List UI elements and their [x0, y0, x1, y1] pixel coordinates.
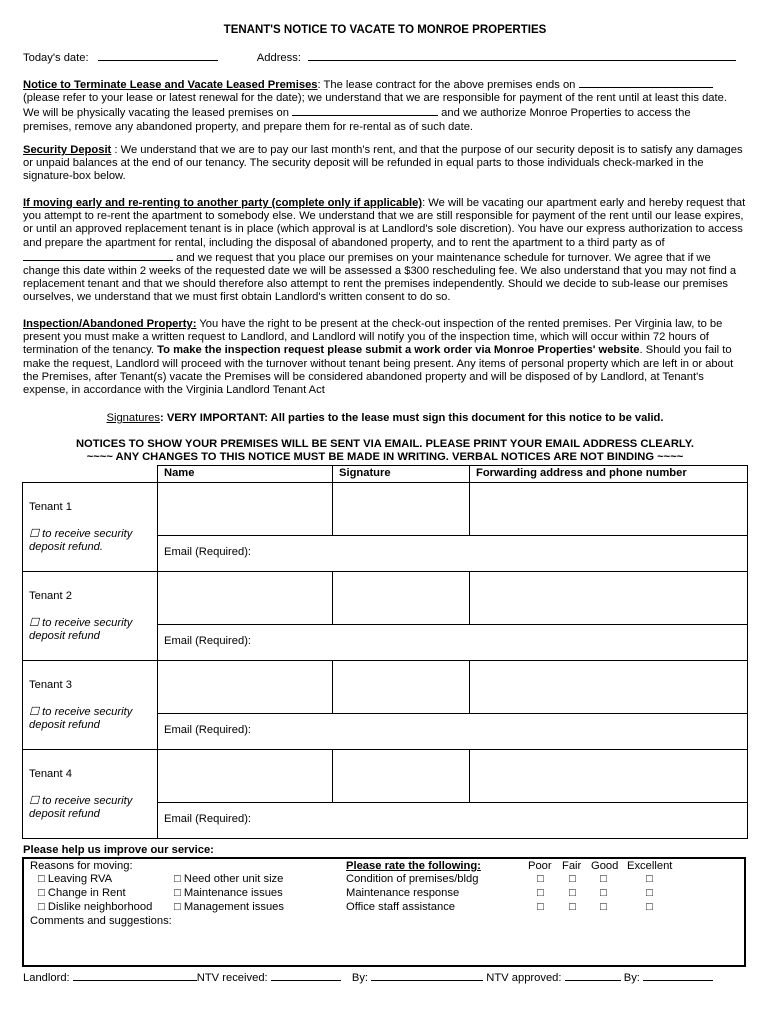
tenant-label: Tenant 2 [29, 590, 72, 602]
rate-checkbox[interactable]: □ [646, 887, 653, 899]
notices-line-1: NOTICES TO SHOW YOUR PREMISES WILL BE SENT VIA EMAIL. PLEASE PRINT YOUR EMAIL ADDRESS CLEARLY. [75, 438, 695, 450]
early-heading: If moving early and re-renting to another party (complete only if applicable) [23, 197, 423, 209]
rate-label: Please rate the following: [346, 860, 481, 872]
table-row [23, 483, 748, 536]
signature-field[interactable] [333, 750, 470, 803]
signature-field[interactable] [333, 572, 470, 625]
address-label: Address: [256, 52, 301, 64]
tenant-cell [23, 572, 158, 661]
ntv-received-field[interactable] [271, 970, 341, 981]
ntv-approved-label: NTV approved: [486, 972, 562, 984]
forwarding-field[interactable] [470, 750, 748, 803]
tenant-table [22, 465, 748, 839]
email-field[interactable]: Email (Required): [158, 536, 748, 572]
security-paragraph: Security Deposit : We understand that we are to pay our last month's rent, and that the purpose of our security deposit is to satisfy any damages or unpaid balances at the end of our tenancy. The security deposit will be refunded in equal parts to those individuals check-marked in the signature-box below. [23, 144, 743, 183]
tenant-cell [23, 750, 158, 839]
rate-checkbox[interactable]: □ [600, 873, 607, 885]
forwarding-field[interactable] [470, 661, 748, 714]
rate-checkbox[interactable]: □ [600, 887, 607, 899]
rerent-date-field[interactable] [23, 250, 173, 261]
date-label: Today's date: [23, 52, 89, 64]
col-signature: Signature [333, 466, 470, 483]
email-field[interactable]: Email (Required): [158, 803, 748, 839]
signatures-note: Signatures: VERY IMPORTANT: All parties to the lease must sign this document for this notice to be valid. [106, 412, 664, 424]
col-forwarding: Forwarding address and phone number [470, 466, 748, 483]
table-row [23, 572, 748, 625]
scale-poor: Poor [528, 860, 552, 872]
service-title: Please help us improve our service: [23, 844, 214, 856]
email-field[interactable]: Email (Required): [158, 625, 748, 661]
rate-checkbox[interactable]: □ [646, 901, 653, 913]
notice-paragraph: Notice to Terminate Lease and Vacate Leased Premises: The lease contract for the above premises ends on (please refer to your lease or latest renewal for the date); we understand that we are responsible for payment of the rent until at least this date. We will be physically vacating the leased premises on and we authorize Monroe Properties to access the premises, remove any abandoned property, and prepare them for re-rental as of such date. [23, 79, 727, 133]
security-heading: Security Deposit [23, 144, 112, 156]
by-field-2[interactable] [643, 970, 713, 981]
rate-checkbox[interactable]: □ [600, 901, 607, 913]
rate-checkbox[interactable]: □ [537, 887, 544, 899]
table-row [23, 750, 748, 803]
by-label-2: By: [623, 972, 640, 984]
notices-line-2: ~~~~ ANY CHANGES TO THIS NOTICE MUST BE MADE IN WRITING. VERBAL NOTICES ARE NOT BINDING ~~~~ [86, 451, 684, 463]
rate-item-condition: Condition of premises/bldg [346, 873, 479, 885]
early-paragraph: If moving early and re-renting to another party (complete only if applicable): We will be vacating our apartment early and hereby request that you attempt to re-rent the apartment to somebody else. We understand that we are still responsible for payment of the rent until our lease expires, or until an approved replacement tenant is in place (which approval is at Landlord's sole discretion). You have our express authorization to access and prepare the apartment for rental, including the disposal of abandoned property, and to rent the apartment to a third party as of and we request that you place our premises on your maintenance schedule for turnover. We agree that if we change this date within 2 weeks of the requested date we will be assessed a $300 rescheduling fee. We also understand that you may not find a replacement tenant and that we should therefore also attempt to rent the premises independently. Should we decide to sub-lease our premises ourselves, we understand that we must first obtain Landlord's written consent to do so. [23, 197, 746, 304]
service-box [22, 857, 746, 967]
office-use-row [23, 970, 713, 985]
document-title: TENANT'S NOTICE TO VACATE TO MONROE PROPERTIES [223, 24, 547, 36]
header-row [23, 50, 748, 65]
by-label-1: By: [351, 972, 369, 984]
lease-end-field[interactable] [579, 77, 713, 88]
address-field[interactable] [308, 50, 736, 61]
refund-checkbox[interactable]: ☐ to receive security deposit refund [29, 706, 133, 732]
tenant-cell [23, 661, 158, 750]
date-field[interactable] [98, 50, 218, 61]
email-field[interactable]: Email (Required): [158, 714, 748, 750]
scale-excellent: Excellent [627, 860, 673, 872]
rate-checkbox[interactable]: □ [569, 901, 576, 913]
reasons-label: Reasons for moving: [30, 860, 133, 872]
reason-management[interactable]: □ Management issues [174, 901, 284, 913]
rate-item-maintenance: Maintenance response [346, 887, 460, 899]
forwarding-field[interactable] [470, 483, 748, 536]
notice-heading: Notice to Terminate Lease and Vacate Leased Premises [23, 79, 318, 91]
forwarding-field[interactable] [470, 572, 748, 625]
inspection-heading: Inspection/Abandoned Property: [23, 318, 197, 330]
col-name: Name [158, 466, 333, 483]
reason-unit-size[interactable]: □ Need other unit size [174, 873, 284, 885]
inspection-paragraph: Inspection/Abandoned Property: You have the right to be present at the check-out inspection of the rented premises. Per Virginia law, to be present you must make a written request to Landlord, and Landlord will notify you of the inspection time, which will occur within 72 hours of termination of the tenancy. To make the inspection request please submit a work order via Monroe Properties' website. Should you fail to make the request, Landlord will proceed with the turnover without tenant being present. Any items of personal property which are left in or about the Premises, after Tenant(s) vacate the Premises will be considered abandoned property and will be disposed of by Landlord, at Tenant's expense, in accordance with the Virginia Landlord Tenant Act [23, 318, 734, 397]
tenant-cell [23, 483, 158, 572]
rate-checkbox[interactable]: □ [569, 873, 576, 885]
reason-maintenance[interactable]: □ Maintenance issues [174, 887, 283, 899]
name-field[interactable] [158, 572, 333, 625]
table-row [23, 661, 748, 714]
signature-field[interactable] [333, 483, 470, 536]
reason-leaving-rva[interactable]: □ Leaving RVA [38, 873, 113, 885]
refund-checkbox[interactable]: ☐ to receive security deposit refund [29, 617, 133, 643]
name-field[interactable] [158, 661, 333, 714]
ntv-received-label: NTV received: [196, 972, 268, 984]
comments-label: Comments and suggestions: [30, 915, 172, 927]
table-header-row [23, 466, 748, 483]
landlord-field[interactable] [73, 970, 197, 981]
rate-checkbox[interactable]: □ [646, 873, 653, 885]
rate-checkbox[interactable]: □ [569, 887, 576, 899]
ntv-approved-field[interactable] [565, 970, 621, 981]
tenant-label: Tenant 3 [29, 679, 72, 691]
tenant-label: Tenant 1 [29, 501, 72, 513]
scale-fair: Fair [562, 860, 582, 872]
tenant-label: Tenant 4 [29, 768, 72, 780]
rate-checkbox[interactable]: □ [537, 873, 544, 885]
name-field[interactable] [158, 483, 333, 536]
landlord-label: Landlord: [23, 972, 70, 984]
reason-change-in-rent[interactable]: □ Change in Rent [38, 887, 126, 899]
by-field-1[interactable] [371, 970, 483, 981]
reason-dislike-neighborhood[interactable]: □ Dislike neighborhood [38, 901, 153, 913]
name-field[interactable] [158, 750, 333, 803]
vacate-date-field[interactable] [292, 105, 438, 116]
refund-checkbox[interactable]: ☐ to receive security deposit refund. [29, 528, 133, 554]
rate-item-office: Office staff assistance [346, 901, 456, 913]
signature-field[interactable] [333, 661, 470, 714]
rate-checkbox[interactable]: □ [537, 901, 544, 913]
scale-good: Good [591, 860, 619, 872]
refund-checkbox[interactable]: ☐ to receive security deposit refund [29, 795, 133, 821]
